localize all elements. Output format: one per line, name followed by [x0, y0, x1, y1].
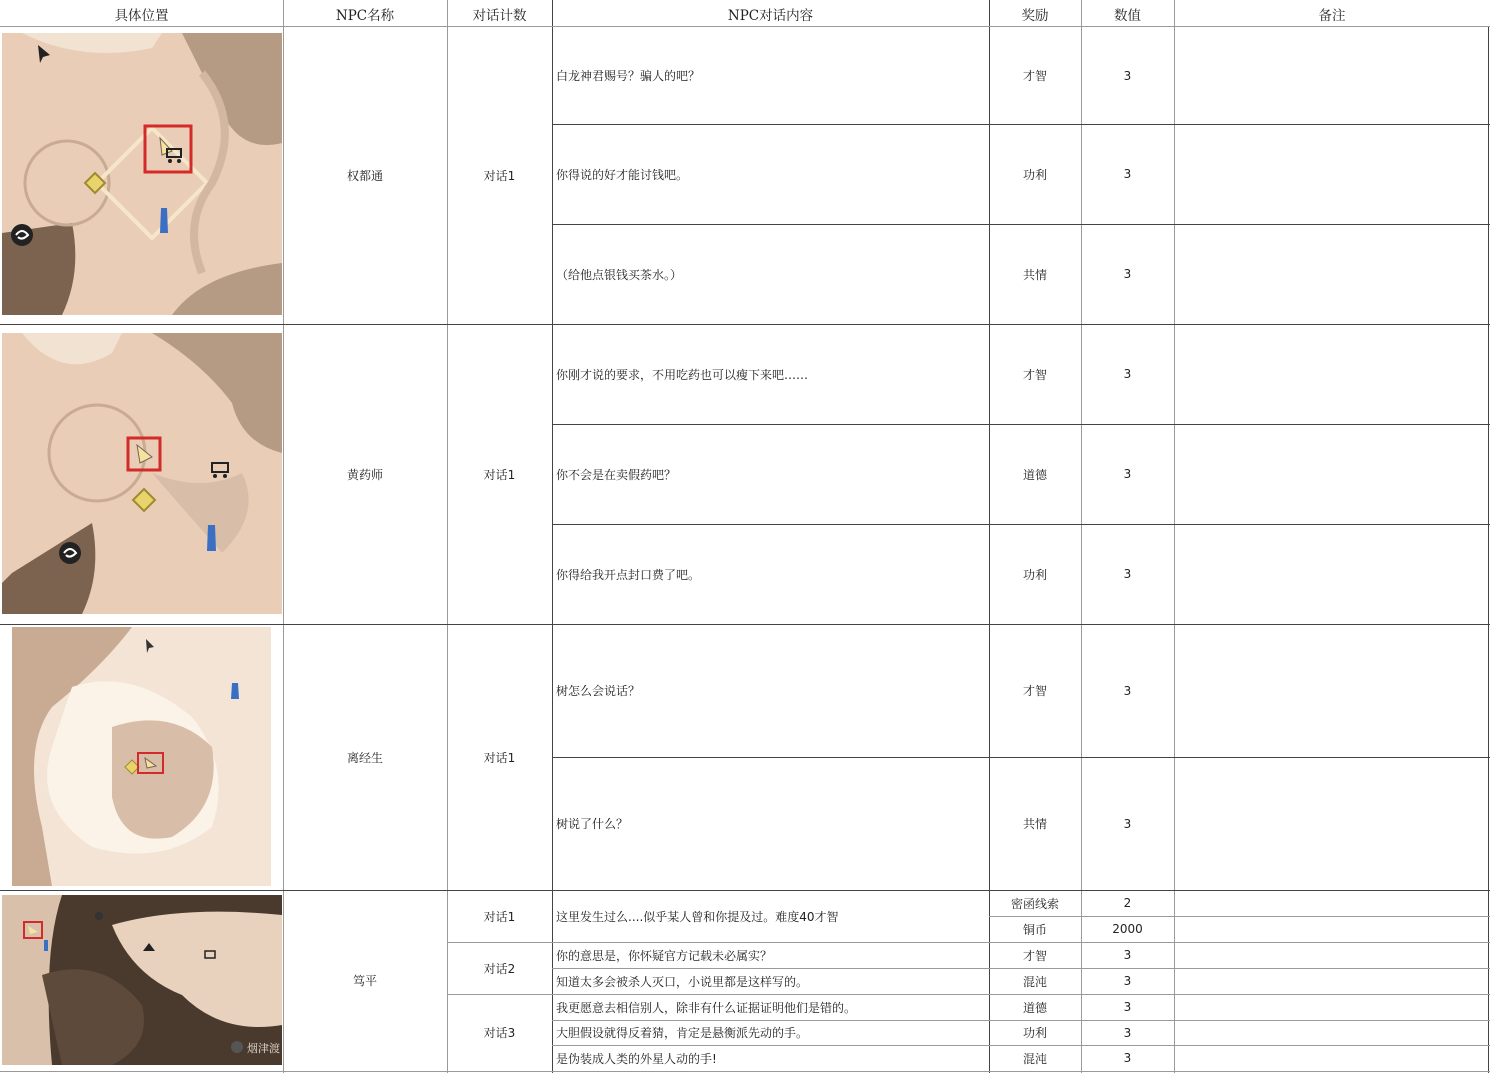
dialog-line: 我更愿意去相信别人，除非有什么证据证明他们是错的。 [556, 1000, 857, 1015]
tower-icon [44, 940, 48, 951]
value-cell: 3 [1123, 948, 1132, 962]
header-value: 数值 [1114, 7, 1141, 24]
value-cell: 3 [1123, 1000, 1132, 1014]
grid-line [0, 26, 1490, 27]
reward-cell: 道德 [1022, 467, 1047, 482]
header-dialog-content: NPC对话内容 [727, 7, 814, 24]
grid-line [0, 624, 1490, 625]
reward-cell: 混沌 [1022, 1051, 1047, 1066]
npc-name-cell: 黄药师 [346, 467, 383, 482]
header-npc-name: NPC名称 [335, 7, 395, 24]
dialog-count-cell: 对话1 [483, 750, 516, 765]
dialog-line: 树怎么会说话？ [556, 684, 641, 698]
reward-cell: 才智 [1022, 367, 1047, 382]
reward-cell: 铜币 [1022, 922, 1047, 937]
grid-line [552, 424, 1490, 425]
tower-icon [160, 208, 168, 233]
location-map-3 [12, 627, 271, 886]
dialog-line: 树说了什么？ [556, 817, 629, 831]
grid-line [552, 524, 1490, 525]
reward-cell: 共情 [1022, 267, 1047, 282]
reward-cell: 功利 [1022, 167, 1047, 182]
dialog-line: 知道太多会被杀人灭口，小说里都是这样写的。 [556, 974, 809, 989]
dialog-count-cell: 对话1 [483, 169, 516, 183]
grid-line [552, 757, 1490, 758]
grid-line [0, 324, 1490, 325]
value-cell: 2 [1123, 896, 1132, 910]
grid-line [552, 1045, 1490, 1046]
value-cell: 2000 [1112, 922, 1143, 936]
header-dialog-count: 对话计数 [472, 7, 527, 24]
header-reward: 奖励 [1021, 7, 1049, 24]
grid-line [989, 0, 990, 1073]
value-cell: 3 [1123, 974, 1132, 988]
reward-cell: 功利 [1022, 1026, 1047, 1040]
reward-cell: 密函线索 [1010, 896, 1059, 911]
dialog-count-cell: 对话1 [483, 467, 516, 482]
reward-cell: 才智 [1022, 69, 1047, 83]
location-map-1 [2, 33, 282, 315]
value-cell: 3 [1123, 267, 1132, 281]
grid-line [552, 224, 1490, 225]
dialog-line: 你的意思是，你怀疑官方记载未必属实？ [556, 948, 773, 963]
grid-line [0, 890, 1490, 891]
grid-line [283, 0, 284, 1073]
header-note: 备注 [1318, 7, 1346, 24]
value-cell: 3 [1123, 68, 1132, 83]
grid-line [552, 124, 1490, 125]
value-cell: 3 [1123, 1025, 1132, 1040]
dialog-line: 白龙神君赐号？骗人的吧？ [556, 69, 701, 83]
value-cell: 3 [1123, 816, 1132, 831]
grid-line [989, 916, 1490, 917]
value-cell: 3 [1123, 567, 1132, 581]
teleport-swirl-icon [11, 224, 33, 246]
grid-line [447, 942, 1490, 943]
dialog-line: 这里发生过么....似乎某人曾和你提及过。难度40才智 [556, 909, 839, 924]
reward-cell: 才智 [1022, 684, 1047, 698]
reward-cell: 混沌 [1022, 974, 1047, 989]
value-cell: 3 [1123, 683, 1132, 698]
dialog-line: 大胆假设就得反着猜，肯定是悬衡派先动的手。 [556, 1026, 809, 1040]
location-map-2 [2, 333, 282, 614]
grid-line [447, 994, 1490, 995]
dialog-count-cell: 对话1 [483, 909, 516, 924]
tower-icon [207, 525, 216, 551]
npc-name-cell: 笃平 [352, 974, 377, 988]
reward-cell: 共情 [1022, 817, 1047, 831]
grid-line [552, 968, 1490, 969]
header-location: 具体位置 [114, 7, 169, 24]
dialog-line: 你得给我开点封口费了吧。 [556, 567, 701, 582]
reward-cell: 道德 [1022, 1000, 1047, 1015]
value-cell: 3 [1123, 167, 1132, 181]
dialog-line: 是伪装成人类的外星人动的手! [556, 1051, 717, 1066]
grid-line [552, 1020, 1490, 1021]
reward-cell: 才智 [1022, 948, 1047, 963]
dialog-line: （给他点银钱买茶水。） [556, 267, 683, 282]
dialog-line: 你刚才说的要求，不用吃药也可以瘦下来吧…… [556, 367, 809, 382]
dialog-line: 你不会是在卖假药吧？ [556, 467, 677, 482]
value-cell: 3 [1123, 367, 1132, 381]
reward-cell: 功利 [1022, 567, 1047, 582]
grid-line [1081, 0, 1082, 1073]
value-cell: 3 [1123, 1051, 1132, 1065]
grid-line [1174, 0, 1175, 1073]
tower-icon [231, 683, 239, 699]
dialog-line: 你得说的好才能讨钱吧。 [556, 167, 689, 182]
value-cell: 3 [1123, 467, 1132, 481]
location-map-4 [2, 895, 282, 1065]
dialog-count-cell: 对话2 [483, 961, 516, 976]
map-location-label: 烟津渡 [247, 1042, 280, 1055]
grid-line [447, 0, 448, 1073]
teleport-swirl-icon [59, 542, 81, 564]
map-pin-icon [95, 912, 103, 920]
npc-name-cell: 离经生 [346, 750, 383, 765]
grid-line [552, 0, 553, 1073]
npc-name-cell: 权都通 [346, 169, 383, 183]
dialog-count-cell: 对话3 [483, 1026, 516, 1040]
grid-line [0, 1071, 1490, 1072]
